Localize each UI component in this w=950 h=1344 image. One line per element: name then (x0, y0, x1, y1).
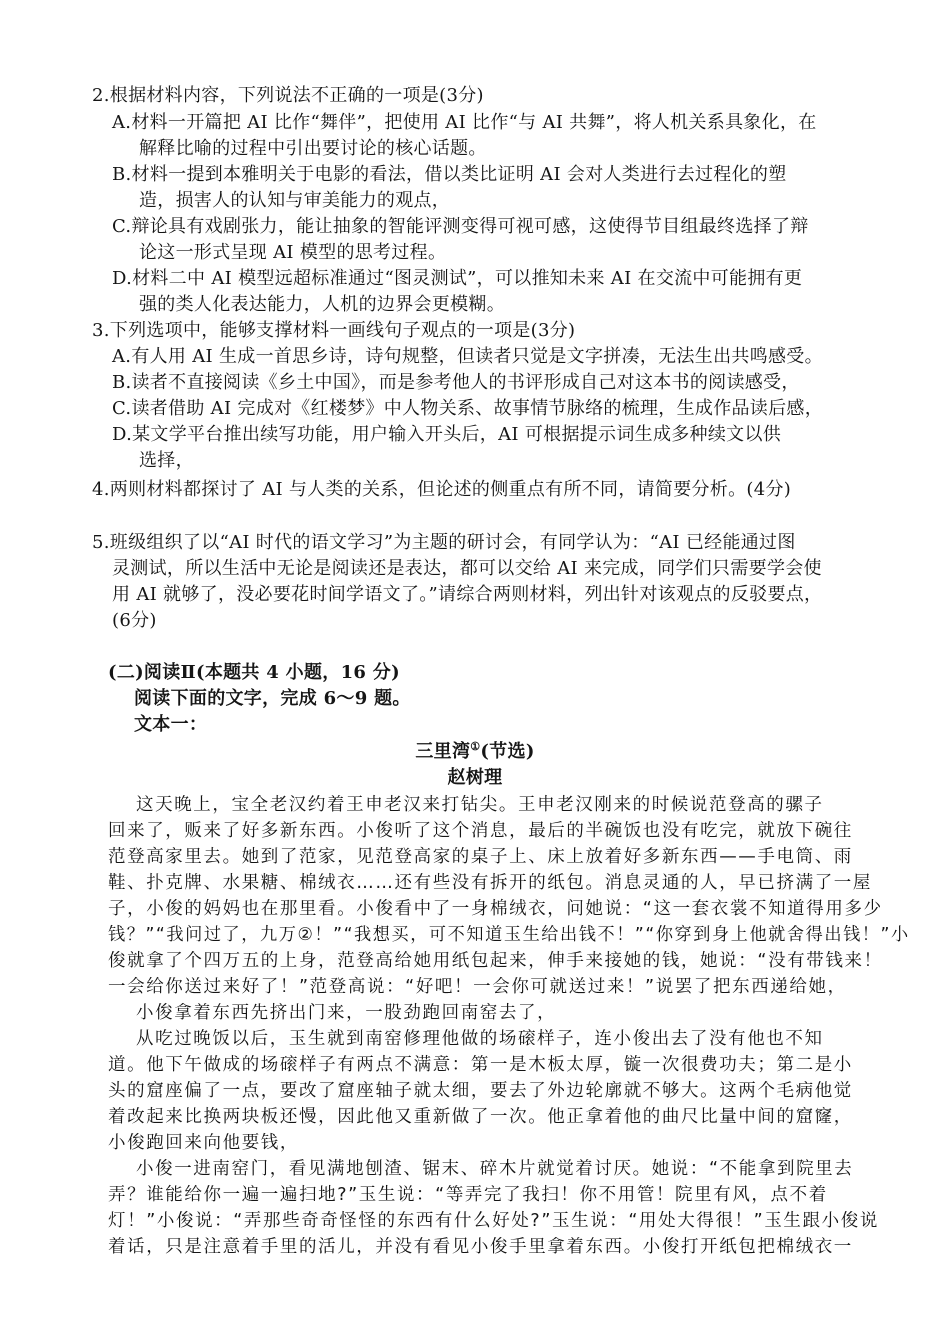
question-3-option-a: A.有人用 AI 生成一首思乡诗，诗句规整，但读者只觉是文字拼凑，无法生出共鸣感受。 (112, 346, 823, 367)
story-title (0, 740, 950, 764)
question-2-option-b-cont: 造，损害人的认知与审美能力的观点， (139, 190, 451, 211)
question-3-stem: 3.下列选项中，能够支撑材料一画线句子观点的一项是(3分) (92, 320, 576, 341)
question-3-option-c: C.读者借助 AI 完成对《红楼梦》中人物关系、故事情节脉络的梳理，生成作品读后感， (112, 398, 824, 419)
story-line: 这天晚上，宝全老汉约着王申老汉来打钻尖。王申老汉刚来的时候说范登高的骡子 (136, 795, 824, 815)
story-line: 子，小俊的妈妈也在那里看。小俊看中了一身棉绒衣，问她说：“这一套衣裳不知道得用多少 (108, 899, 883, 919)
question-2-option-b: B.材料一提到本雅明关于电影的看法，借以类比证明 AI 会对人类进行去过程化的塑 (112, 164, 787, 185)
story-title-text: 三里湾 (415, 741, 471, 762)
question-5-line-4: (6分) (112, 610, 157, 631)
section-instruction: 阅读下面的文字，完成 6～9 题。 (134, 688, 411, 709)
story-line: 弄？谁能给你一遍一遍扫地?”玉生说：“等弄完了我扫！你不用管！院里有风，点不着 (108, 1185, 828, 1205)
question-3-option-b: B.读者不直接阅读《乡土中国》，而是参考他人的书评形成自己对这本书的阅读感受， (112, 372, 800, 393)
question-2-option-c-cont: 论这一形式呈现 AI 模型的思考过程。 (139, 242, 447, 263)
question-2-option-a-cont: 解释比喻的过程中引出要讨论的核心话题。 (139, 138, 487, 159)
story-line: 一会给你送过来好了！”范登高说：“好吧！一会你可就送过来！”说罢了把东西递给她， (108, 977, 847, 997)
story-line: 小俊拿着东西先挤出门来，一股劲跑回南窑去了， (136, 1003, 557, 1023)
story-line: 小俊一进南窑门，看见满地刨渣、锯末、碎木片就觉着讨厌。她说：“不能拿到院里去 (136, 1159, 854, 1179)
text-label: 文本一： (134, 714, 208, 735)
story-line: 着话，只是注意着手里的活儿，并没有看见小俊手里拿着东西。小俊打开纸包把棉绒衣一 (108, 1237, 853, 1257)
story-line: 钱？”“我问过了，九万②！”“我想买，可不知道玉生给出钱不！”“你穿到身上他就舍得出钱！”小 (108, 925, 910, 945)
story-line: 小俊跑回来向他要钱， (108, 1133, 299, 1153)
question-5-line-2: 灵测试，所以生活中无论是阅读还是表达，都可以交给 AI 来完成，同学们只需要学会使 (112, 558, 822, 579)
story-line: 回来了，贩来了好多新东西。小俊听了这个消息，最后的半碗饭也没有吃完，就放下碗往 (108, 821, 853, 841)
question-2-option-a: A.材料一开篇把 AI 比作“舞伴”，把使用 AI 比作“与 AI 共舞”，将人机关系具象化，在 (112, 112, 817, 133)
footnote-marker: ① (470, 740, 481, 753)
story-line: 道。他下午做成的场磙样子有两点不满意：第一是木板太厚，镟一次很费功夫；第二是小 (108, 1055, 853, 1075)
story-line: 鞋、扑克牌、水果糖、棉绒衣……还有些没有拆开的纸包。消息灵通的人，早已挤满了一屋 (108, 873, 872, 893)
story-line: 从吃过晚饭以后，玉生就到南窑修理他做的场磙样子，连小俊出去了没有他也不知 (136, 1029, 824, 1049)
question-2-option-d: D.材料二中 AI 模型远超标准通过“图灵测试”，可以推知未来 AI 在交流中可能拥有更 (112, 268, 803, 289)
question-2-stem: 2.根据材料内容，下列说法不正确的一项是(3分) (92, 85, 484, 106)
section-heading: (二)阅读Ⅱ(本题共 4 小题，16 分) (108, 662, 400, 683)
question-4: 4.两则材料都探讨了 AI 与人类的关系，但论述的侧重点有所不同，请简要分析。(4分) (92, 479, 792, 500)
question-2-option-d-cont: 强的类人化表达能力，人机的边界会更模糊。 (139, 294, 505, 315)
story-line: 灯！”小俊说：“弄那些奇奇怪怪的东西有什么好处?”玉生说：“用处大得很！”玉生跟小俊说 (108, 1211, 879, 1231)
question-5-line-3: 用 AI 就够了，没必要花时间学语文了。”请综合两则材料，列出针对该观点的反驳要点， (112, 584, 823, 605)
question-3-option-d-cont: 选择， (139, 450, 194, 471)
story-author: 赵树理 (447, 767, 503, 788)
story-line: 俊就拿了个四万五的上身，范登高给她用纸包起来，伸手来接她的钱，她说：“没有带钱来！ (108, 951, 883, 971)
story-line: 范登高家里去。她到了范家，见范登高家的桌子上、床上放着好多新东西——手电筒、雨 (108, 847, 853, 867)
question-2-option-c: C.辩论具有戏剧张力，能让抽象的智能评测变得可视可感，这使得节目组最终选择了辩 (112, 216, 809, 237)
question-5-line-1: 5.班级组织了以“AI 时代的语文学习”为主题的研讨会，有同学认为：“AI 已经能通过图 (92, 532, 796, 553)
story-line: 头的窟座偏了一点，要改了窟座轴子就太细，要去了外边轮廓就不够大。这两个毛病他觉 (108, 1081, 853, 1101)
story-title-suffix: (节选) (480, 741, 535, 762)
question-3-option-d: D.某文学平台推出续写功能，用户输入开头后，AI 可根据提示词生成多种续文以供 (112, 424, 782, 445)
story-line: 着改起来比换两块板还慢，因此他又重新做了一次。他正拿着他的曲尺比量中间的窟窿， (108, 1107, 853, 1127)
